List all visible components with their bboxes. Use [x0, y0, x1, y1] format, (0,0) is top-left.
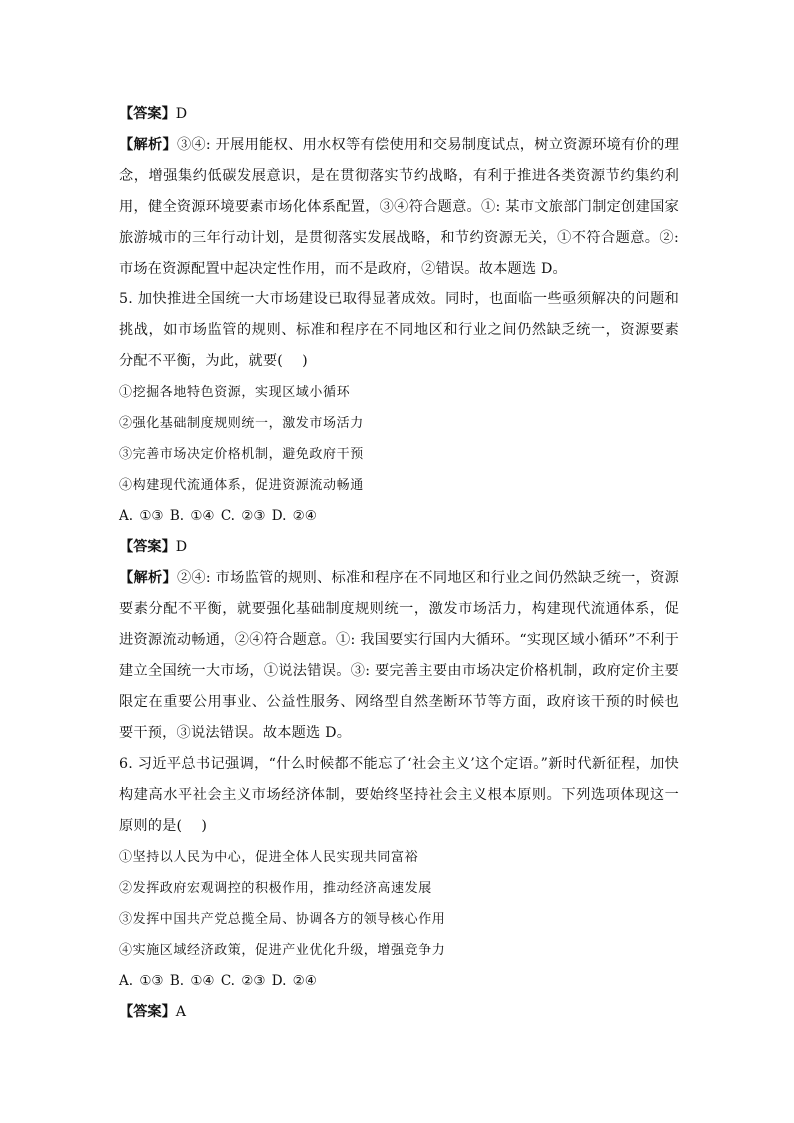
question-stem: 5. 加快推进全国统一大市场建设已取得显著成效。同时，也面临一些亟须解决的问题和挑战，如市场监管的规则、标准和程序在不同地区和行业之间仍然缺乏统一，资源要素分配不平衡，为此，就要( ) — [119, 291, 679, 369]
answer-value: D — [175, 539, 188, 555]
answer-line — [119, 532, 679, 563]
analysis-paragraph — [119, 563, 679, 749]
answer-line — [119, 99, 679, 130]
answer-choices: A. ①③ B. ①④ C. ②③ D. ②④ — [119, 508, 317, 524]
option-4: ④构建现代流通体系，促进资源流动畅通 — [119, 478, 364, 493]
answer-tag: 【答案】 — [119, 106, 176, 122]
question-stem: 6. 习近平总书记强调，“什么时候都不能忘了‘社会主义’这个定语。”新时代新征程，加快构建高水平社会主义市场经济体制，要始终坚持社会主义根本原则。下列选项体现这一原则的是( ) — [119, 756, 679, 834]
option-2: ②发挥政府宏观调控的积极作用，推动经济高速发展 — [119, 881, 432, 896]
option-4: ④实施区域经济政策，促进产业优化升级，增强竞争力 — [119, 943, 446, 958]
question-5 — [119, 284, 679, 749]
option-1: ①挖掘各地特色资源，实现区域小循环 — [119, 385, 351, 400]
answer-choices: A. ①③ B. ①④ C. ②③ D. ②④ — [119, 973, 317, 989]
option-3: ③完善市场决定价格机制，避免政府干预 — [119, 447, 364, 462]
analysis-tag: 【解析】 — [119, 570, 177, 586]
answer-line — [119, 997, 679, 1028]
answer-tag: 【答案】 — [119, 1004, 176, 1020]
analysis-tag: 【解析】 — [119, 137, 177, 153]
answer-value: A — [175, 1004, 187, 1020]
question-6 — [119, 749, 679, 1028]
previous-question-solution — [119, 99, 679, 285]
option-3: ③发挥中国共产党总揽全局、协调各方的领导核心作用 — [119, 912, 446, 927]
option-1: ①坚持以人民为中心，促进全体人民实现共同富裕 — [119, 850, 419, 865]
analysis-text: ②④: 市场监管的规则、标准和程序在不同地区和行业之间仍然缺乏统一，资源要素分配不平衡，就要强化基础制度规则统一，激发市场活力，构建现代流通体系，促进资源流动畅通，②④符合题意。①: 我国要实行国内大循环。“实现区域小循环”不利于建立全国统一大市场，①说法错误。③: 要完善主要由市场决定价格机制，政府定价主要限定在重要公用事业、公益性服务、网络型自然垄断环节等方面，政府该干预的时候也要干预，③说法错误。故本题选 D。 — [119, 570, 679, 741]
analysis-text: ③④: 开展用能权、用水权等有偿使用和交易制度试点，树立资源环境有价的理念，增强集约低碳发展意识，是在贯彻落实节约战略，有利于推进各类资源节约集约利用，健全资源环境要素市场化体系配置，③④符合题意。①: 某市文旅部门制定创建国家旅游城市的三年行动计划，是贯彻落实发展战略，和节约资源无关，①不符合题意。②: 市场在资源配置中起决定性作用，而不是政府，②错误。故本题选 D。 — [119, 137, 679, 277]
option-2: ②强化基础制度规则统一，激发市场活力 — [119, 416, 364, 431]
answer-value: D — [175, 106, 188, 122]
answer-tag: 【答案】 — [119, 539, 176, 555]
analysis-paragraph — [119, 130, 679, 285]
